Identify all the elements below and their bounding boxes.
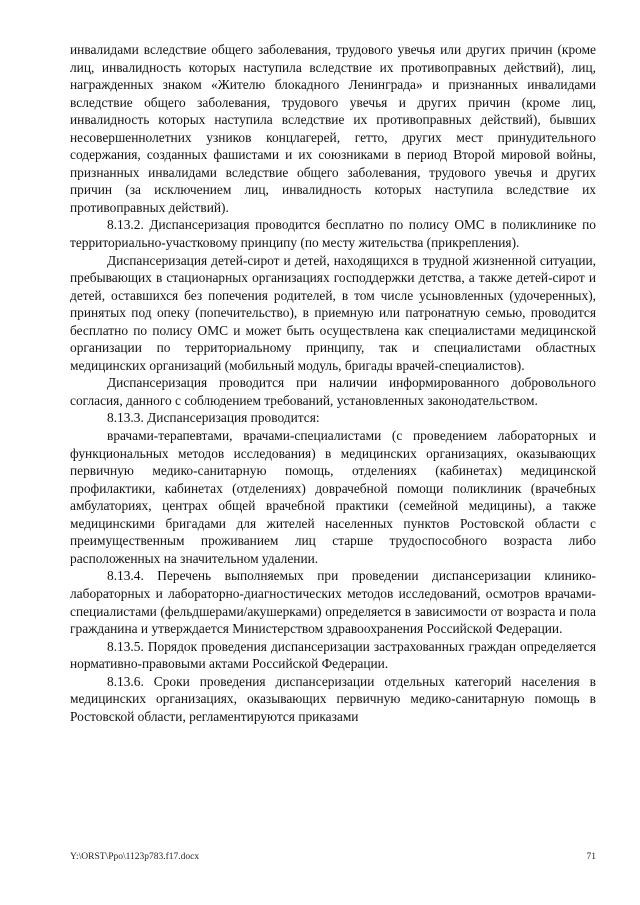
paragraph-8-13-3: 8.13.3. Диспансеризация проводится: [107, 410, 320, 426]
paragraph-8-13-4: 8.13.4. Перечень выполняемых при проведении диспансеризации клинико-лабораторных и лабораторно-диагностических методов исследований, осмотров врачами-специалистами (фельдшерами/акушерками) определяется в зависимости от возраста и пола гражданина и утверждается Министерством здравоохранения Российской Федерации. [70, 568, 596, 637]
paragraph-8-13-5: 8.13.5. Порядок проведения диспансеризации застрахованных граждан определяется нормативно-правовыми актами Российской Федерации. [70, 638, 596, 672]
paragraph-8-13-6: 8.13.6. Сроки проведения диспансеризации отдельных категорий населения в медицинских организациях, оказывающих первичную медико-санитарную помощь в Ростовской области, регламентируются приказами [70, 673, 596, 724]
paragraph-performers: врачами-терапевтами, врачами-специалистами (с проведением лабораторных и функциональных методов исследования) в медицинских организациях, оказывающих первичную медико-санитарную помощь, отделениях (кабинетах) медицинской профилактики, кабинетах (отделениях) доврачебной помощи поликлиник (врачебных амбулаториях, центрах общей врачебной практики (семейной медицины), а также медицинскими бригадами для жителей населенных пунктов Ростовской области с преимущественным проживанием лиц старше трудоспособного возраста либо расположенных на значительном удалении. [70, 428, 596, 566]
paragraph-8-13-2: 8.13.2. Диспансеризация проводится бесплатно по полису ОМС в поликлинике по территориально-участковому принципу (по месту жительства (прикрепления). [70, 217, 596, 251]
paragraph-consent: Диспансеризация проводится при наличии информированного добровольного согласия, данного с соблюдением требований, установленных законодательством. [70, 375, 596, 408]
paragraph-orphans-dispensary: Диспансеризация детей-сирот и детей, находящихся в трудной жизненной ситуации, пребывающих в стационарных организациях господдержки детства, а также детей-сирот и детей, оставшихся без попечения родителей, в том числе усыновленных (удочеренных), принятых под опеку (попечительство), в приемную или патронатную семью, проводится бесплатно по полису ОМС и может быть осуществлена как специалистами медицинской организации по территориальному принципу, так и специалистами областных медицинских организаций (мобильный модуль, бригады врачей-специалистов). [70, 252, 596, 373]
paragraph-continuation: инвалидами вследствие общего заболевания, трудового увечья или других причин (кроме лиц, инвалидность которых наступила вследствие их противоправных действий), лиц, награжденных знаком «Жителю блокадного Ленинграда» и признанных инвалидами вследствие общего заболевания, трудового увечья и других причин (кроме лиц, инвалидность которых наступила вследствие их противоправных действий), бывших несовершеннолетних узников концлагерей, гетто, других мест принудительного содержания, созданных фашистами и их союзниками в период Второй мировой войны, признанных инвалидами вследствие общего заболевания, трудового увечья и других причин (за исключением лиц, инвалидность которых наступила вследствие их противоправных действий). [70, 42, 596, 215]
footer-page-number: 71 [586, 852, 596, 862]
footer-file-path: Y:\ORST\Ppo\1123p783.f17.docx [70, 852, 200, 862]
document-body [70, 41, 596, 725]
